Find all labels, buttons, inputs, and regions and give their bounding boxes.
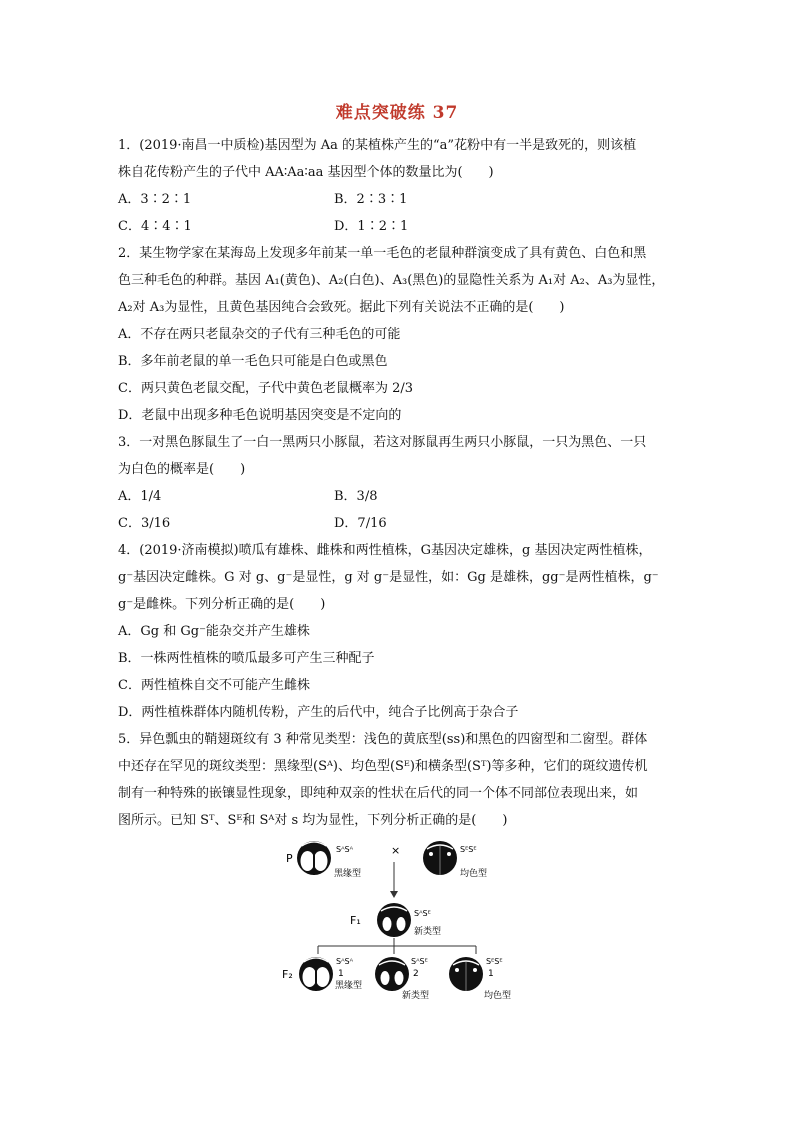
- f2-middle-name: 新类型: [402, 991, 430, 1001]
- question-3: [118, 429, 688, 537]
- ladybug-new-type-icon: [377, 903, 411, 937]
- p-generation-label: P: [286, 852, 293, 865]
- question-2-line-2: 色三种毛色的种群。基因 A₁(黄色)、A₂(白色)、A₃(黑色)的显隐性关系为 A₁对 A₂、A₃为显性，: [118, 273, 665, 288]
- question-1-line-2: 株自花传粉产生的子代中 AA∶Aa∶aa 基因型个体的数量比为( ): [118, 165, 494, 180]
- f2-left-name: 黑缘型: [335, 981, 363, 991]
- f1-generation-label: F₁: [350, 914, 361, 927]
- question-2-option-d: D．老鼠中出现多种毛色说明基因突变是不定向的: [118, 408, 402, 423]
- question-4-option-a: A．Gg 和 Gg⁻能杂交并产生雄株: [118, 624, 310, 639]
- question-list: [118, 132, 688, 834]
- question-1-line-1: 1．(2019·南昌一中质检)基因型为 Aa 的某植株产生的“a”花粉中有一半是致死的，则该植: [118, 138, 637, 153]
- question-3-options-row-2: [118, 510, 688, 537]
- cross-symbol: ×: [391, 844, 401, 857]
- ladybug-uniform-icon: [423, 841, 457, 875]
- question-2-option-b: B．多年前老鼠的单一毛色只可能是白色或黑色: [118, 354, 388, 369]
- question-3-option-d: D．7/16: [334, 516, 387, 531]
- question-3-options-row-1: [118, 483, 688, 510]
- f2-left-ratio: 1: [338, 969, 344, 979]
- question-3-option-a: A．1/4: [118, 489, 162, 504]
- question-1: [118, 132, 688, 240]
- p-left-name: 黑缘型: [334, 869, 362, 879]
- question-1-option-b: B．2∶3∶1: [334, 192, 408, 207]
- question-5-line-4: 图所示。已知 Sᵀ、Sᴱ和 Sᴬ对 s 均为显性，下列分析正确的是( ): [118, 813, 508, 828]
- question-3-option-b: B．3/8: [334, 489, 378, 504]
- question-4: [118, 537, 688, 726]
- p-right-genotype: SᴱSᴱ: [460, 845, 477, 854]
- f1-name: 新类型: [414, 927, 442, 937]
- f2-right-ratio: 1: [488, 969, 494, 979]
- arrow-head-f1: [390, 891, 398, 898]
- ladybug-cross-figure: [280, 836, 520, 1004]
- question-1-option-a: A．3∶2∶1: [118, 192, 192, 207]
- f2-right-name: 均色型: [484, 991, 512, 1001]
- question-4-line-2: g⁻基因决定雌株。G 对 g、g⁻是显性，g 对 g⁻是显性，如：Gg 是雄株，gg⁻是两性植株，g⁻: [118, 570, 659, 585]
- f2-generation-label: F₂: [282, 968, 293, 981]
- question-5: [118, 726, 688, 834]
- question-2-option-c: C．两只黄色老鼠交配，子代中黄色老鼠概率为 2/3: [118, 381, 414, 396]
- question-1-options-row-1: [118, 186, 688, 213]
- question-2-line-3: A₂对 A₃为显性，且黄色基因纯合会致死。据此下列有关说法不正确的是( ): [118, 300, 565, 315]
- ladybug-new-type-f2-icon: [375, 957, 409, 991]
- f2-right-genotype: SᴱSᴱ: [486, 957, 503, 966]
- question-2-line-1: 2．某生物学家在某海岛上发现多年前某一单一毛色的老鼠种群演变成了具有黄色、白色和黑: [118, 246, 647, 261]
- f2-middle-ratio: 2: [413, 969, 419, 979]
- question-2-option-a: A．不存在两只老鼠杂交的子代有三种毛色的可能: [118, 327, 401, 342]
- question-1-option-c: C．4∶4∶1: [118, 219, 192, 234]
- page-title: 难点突破练 37: [335, 103, 459, 123]
- question-4-option-c: C．两性植株自交不可能产生雌株: [118, 678, 310, 693]
- question-3-line-1: 3．一对黑色豚鼠生了一白一黑两只小豚鼠，若这对豚鼠再生两只小豚鼠，一只为黑色、一只: [118, 435, 647, 450]
- ladybug-uniform-f2-icon: [449, 957, 483, 991]
- p-right-name: 均色型: [460, 869, 488, 879]
- p-left-genotype: SᴬSᴬ: [336, 845, 354, 854]
- question-3-option-c: C．3/16: [118, 516, 171, 531]
- f2-left-genotype: SᴬSᴬ: [336, 957, 354, 966]
- question-5-line-2: 中还存在罕见的斑纹类型：黑缘型(Sᴬ)、均色型(Sᴱ)和横条型(Sᵀ)等多种，它们的斑纹遗传机: [118, 759, 648, 774]
- question-1-options-row-2: [118, 213, 688, 240]
- f1-genotype: SᴬSᴱ: [414, 909, 431, 918]
- question-4-line-1: 4．(2019·济南模拟)喷瓜有雄株、雌株和两性植株，G基因决定雄株，g 基因决定两性植株，: [118, 543, 652, 558]
- f2-middle-genotype: SᴬSᴱ: [411, 957, 428, 966]
- question-4-option-d: D．两性植株群体内随机传粉，产生的后代中，纯合子比例高于杂合子: [118, 705, 519, 720]
- question-1-option-d: D．1∶2∶1: [334, 219, 409, 234]
- ladybug-black-edge-f2-icon: [299, 957, 333, 991]
- question-2: [118, 240, 688, 429]
- question-5-line-3: 制有一种特殊的嵌镶显性现象，即纯种双亲的性状在后代的同一个体不同部位表现出来，如: [118, 786, 639, 801]
- question-3-line-2: 为白色的概率是( ): [118, 462, 246, 477]
- question-5-line-1: 5．异色瓢虫的鞘翅斑纹有 3 种常见类型：浅色的黄底型(ss)和黑色的四窗型和二窗型。群体: [118, 732, 648, 747]
- question-4-line-3: g⁻是雌株。下列分析正确的是( ): [118, 597, 326, 612]
- question-4-option-b: B．一株两性植株的喷瓜最多可产生三种配子: [118, 651, 375, 666]
- ladybug-black-edge-icon: [297, 841, 331, 875]
